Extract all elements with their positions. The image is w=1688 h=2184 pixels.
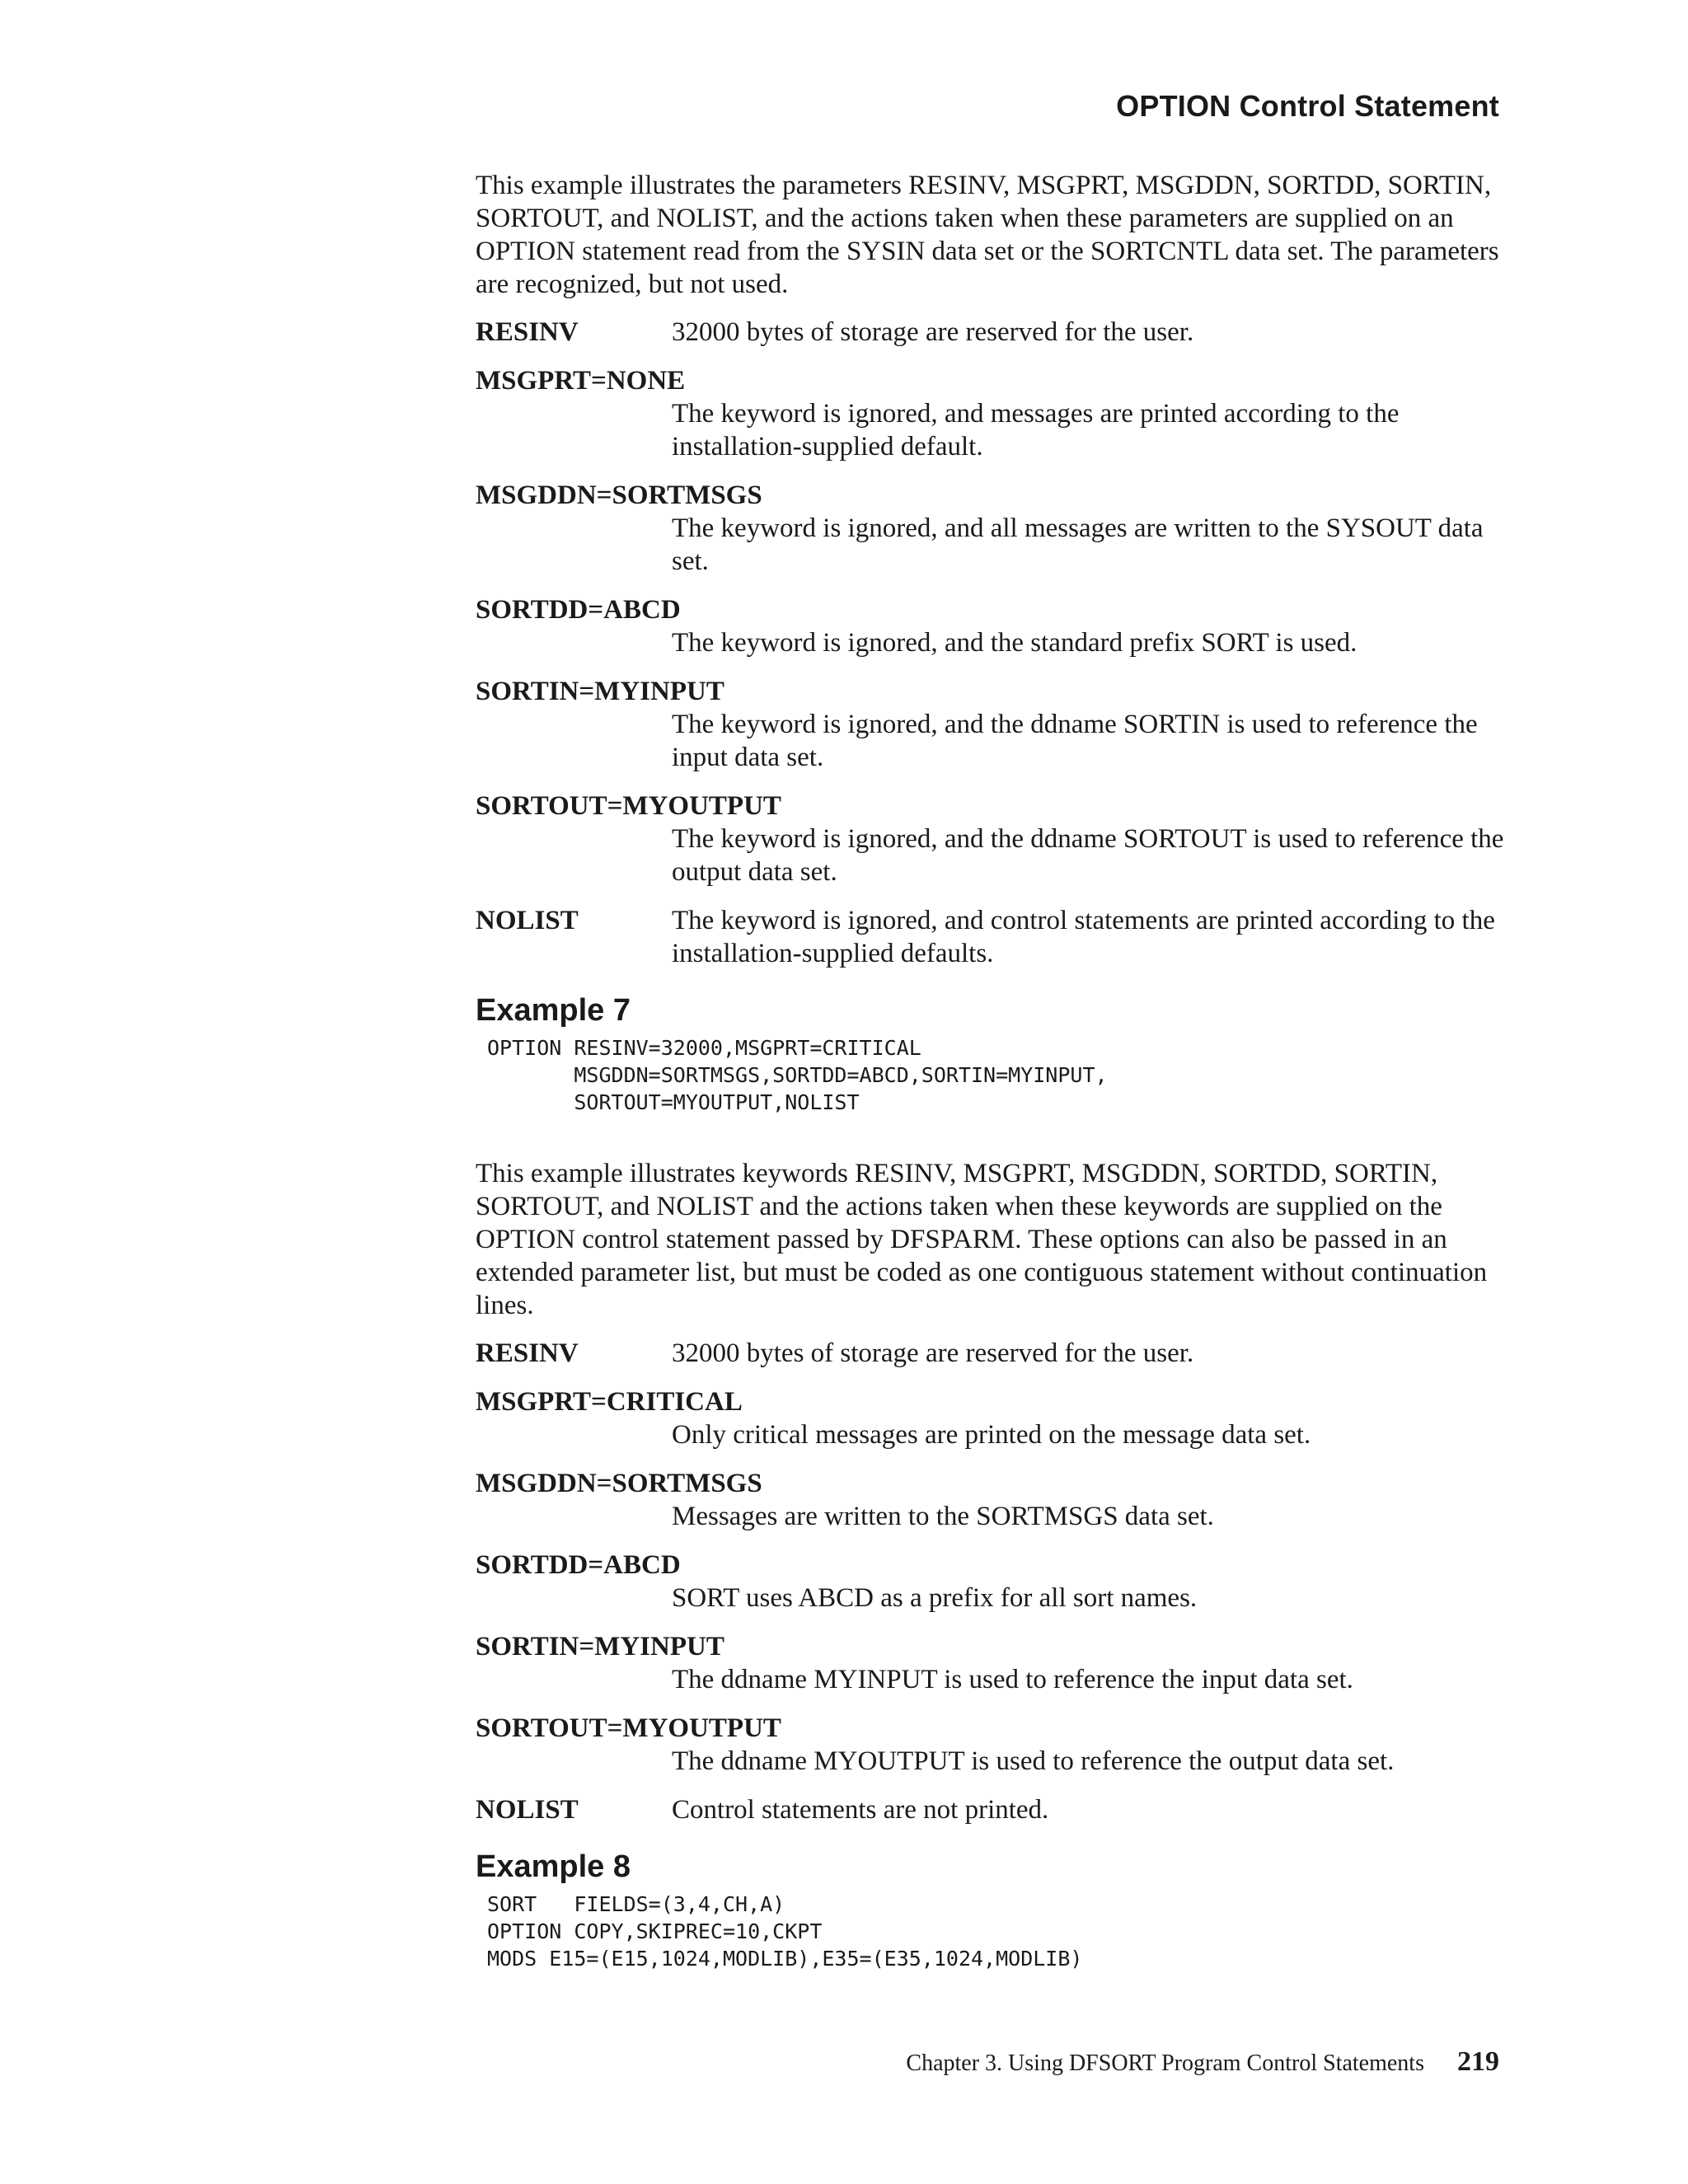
keyword-description: Control statements are not printed.: [672, 1795, 1049, 1825]
parameter-list: [476, 316, 1506, 970]
example-7-intro: This example illustrates keywords RESINV, MSGPRT, MSGDDN, SORTDD, SORTIN, SORTOUT, and NOLIST and the actions taken when these keywords are supplied on the OPTION control statement passed by DFSPARM. These options can also be passed in an extended parameter list, but must be coded as one contiguous statement without continuation lines.: [476, 1159, 1488, 1320]
parameter-item: [476, 675, 1506, 774]
keyword-item: [476, 1793, 1506, 1826]
keyword-item: [476, 1467, 1506, 1533]
parameter-term: RESINV: [476, 317, 579, 347]
parameter-term: SORTIN=MYINPUT: [476, 677, 724, 706]
example-7-code: OPTION RESINV=32000,MSGPRT=CRITICAL MSGDDN=SORTMSGS,SORTDD=ABCD,SORTIN=MYINPUT, SORTOUT=MYOUTPUT,NOLIST: [487, 1036, 1108, 1114]
keyword-item: [476, 1337, 1506, 1370]
parameter-description: The keyword is ignored, and the ddname SORTOUT is used to reference the output data set.: [672, 824, 1504, 887]
parameter-description: The keyword is ignored, and the standard prefix SORT is used.: [672, 628, 1357, 658]
keyword-term: SORTDD=ABCD: [476, 1550, 681, 1580]
keyword-item: [476, 1630, 1506, 1696]
keyword-description: Only critical messages are printed on the message data set.: [672, 1420, 1311, 1450]
keyword-term: SORTOUT=MYOUTPUT: [476, 1713, 781, 1743]
parameter-description: The keyword is ignored, and messages are printed according to the installation-supplied default.: [672, 399, 1400, 462]
parameter-item: [476, 479, 1506, 578]
page-footer: [906, 2046, 1499, 2078]
example-8-code: SORT FIELDS=(3,4,CH,A) OPTION COPY,SKIPREC=10,CKPT MODS E15=(E15,1024,MODLIB),E35=(E35,1024,MODLIB): [487, 1892, 1083, 1971]
keyword-term: MSGDDN=SORTMSGS: [476, 1469, 762, 1498]
parameter-item: [476, 790, 1506, 888]
example-8-heading: Example 8: [476, 1849, 631, 1884]
keyword-description: 32000 bytes of storage are reserved for the user.: [672, 1338, 1194, 1368]
parameter-description: 32000 bytes of storage are reserved for the user.: [672, 317, 1194, 347]
keyword-list: [476, 1337, 1506, 1826]
keyword-term: RESINV: [476, 1338, 579, 1368]
keyword-item: [476, 1385, 1506, 1451]
parameter-term: SORTDD=ABCD: [476, 595, 681, 625]
keyword-description: The ddname MYOUTPUT is used to reference the output data set.: [672, 1746, 1395, 1776]
parameter-description: The keyword is ignored, and the ddname SORTIN is used to reference the input data set.: [672, 710, 1478, 772]
keyword-term: SORTIN=MYINPUT: [476, 1632, 724, 1661]
parameter-description: The keyword is ignored, and control statements are printed according to the installation-supplied defaults.: [672, 906, 1495, 968]
keyword-description: The ddname MYINPUT is used to reference the input data set.: [672, 1665, 1353, 1694]
parameter-term: MSGPRT=NONE: [476, 366, 686, 396]
page-content: [476, 169, 1506, 1972]
running-head-title: OPTION Control Statement: [1116, 89, 1499, 123]
parameter-description: The keyword is ignored, and all messages are written to the SYSOUT data set.: [672, 513, 1484, 576]
parameter-item: [476, 593, 1506, 659]
parameter-term: MSGDDN=SORTMSGS: [476, 480, 762, 510]
parameter-item: [476, 904, 1506, 970]
parameter-item: [476, 364, 1506, 463]
keyword-term: MSGPRT=CRITICAL: [476, 1387, 743, 1417]
keyword-description: SORT uses ABCD as a prefix for all sort names.: [672, 1583, 1198, 1613]
keyword-item: [476, 1712, 1506, 1778]
footer-chapter-title: Chapter 3. Using DFSORT Program Control Statements: [906, 2050, 1424, 2076]
parameter-term: SORTOUT=MYOUTPUT: [476, 791, 781, 821]
keyword-description: Messages are written to the SORTMSGS data set.: [672, 1502, 1214, 1531]
keyword-item: [476, 1549, 1506, 1615]
parameter-item: [476, 316, 1506, 349]
keyword-term: NOLIST: [476, 1795, 579, 1825]
example-7-heading: Example 7: [476, 993, 631, 1028]
parameter-term: NOLIST: [476, 906, 579, 935]
page-number: 219: [1457, 2046, 1499, 2077]
section-intro: This example illustrates the parameters RESINV, MSGPRT, MSGDDN, SORTDD, SORTIN, SORTOUT, and NOLIST, and the actions taken when these parameters are supplied on an OPTION statement read from the SYSIN data set or the SORTCNTL data set. The parameters are recognized, but not used.: [476, 171, 1499, 299]
